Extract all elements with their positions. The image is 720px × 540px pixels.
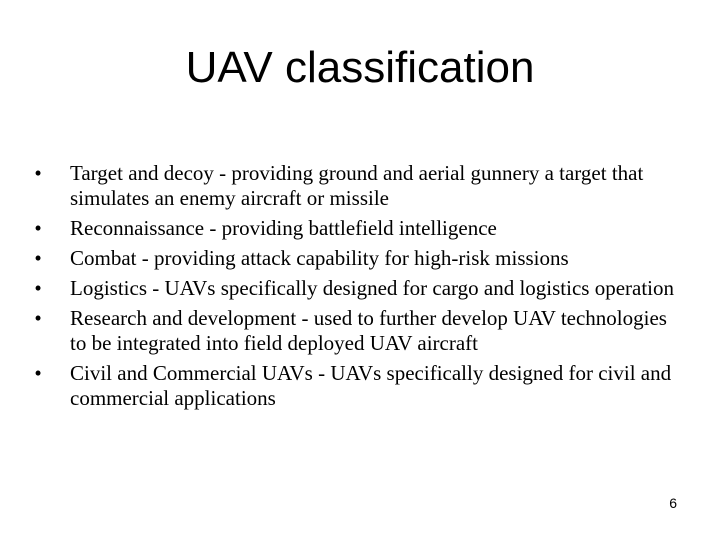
bullet-item: [28, 306, 688, 356]
bullet-text: Logistics - UAVs specifically designed for cargo and logistics operation: [70, 276, 675, 300]
bullet-icon: •: [34, 246, 42, 270]
bullet-item: [28, 161, 688, 211]
page-number: 6: [669, 495, 677, 511]
bullet-icon: •: [34, 161, 42, 185]
bullet-list: [28, 161, 688, 416]
bullet-text: Reconnaissance - providing battlefield intelligence: [70, 216, 497, 240]
bullet-text: Research and development - used to further develop UAV technologies to be integrated into field deployed UAV aircraft: [70, 306, 667, 355]
bullet-icon: •: [34, 306, 42, 330]
bullet-item: [28, 361, 688, 411]
bullet-item: [28, 276, 688, 301]
bullet-item: [28, 246, 688, 271]
bullet-text: Target and decoy - providing ground and aerial gunnery a target that simulates an enemy aircraft or missile: [70, 161, 644, 210]
bullet-item: [28, 216, 688, 241]
bullet-text: Civil and Commercial UAVs - UAVs specifically designed for civil and commercial applications: [70, 361, 672, 410]
bullet-icon: •: [34, 276, 42, 300]
slide-title: UAV classification: [185, 43, 535, 92]
bullet-text: Combat - providing attack capability for high-risk missions: [70, 246, 569, 270]
bullet-icon: •: [34, 361, 42, 385]
bullet-icon: •: [34, 216, 42, 240]
